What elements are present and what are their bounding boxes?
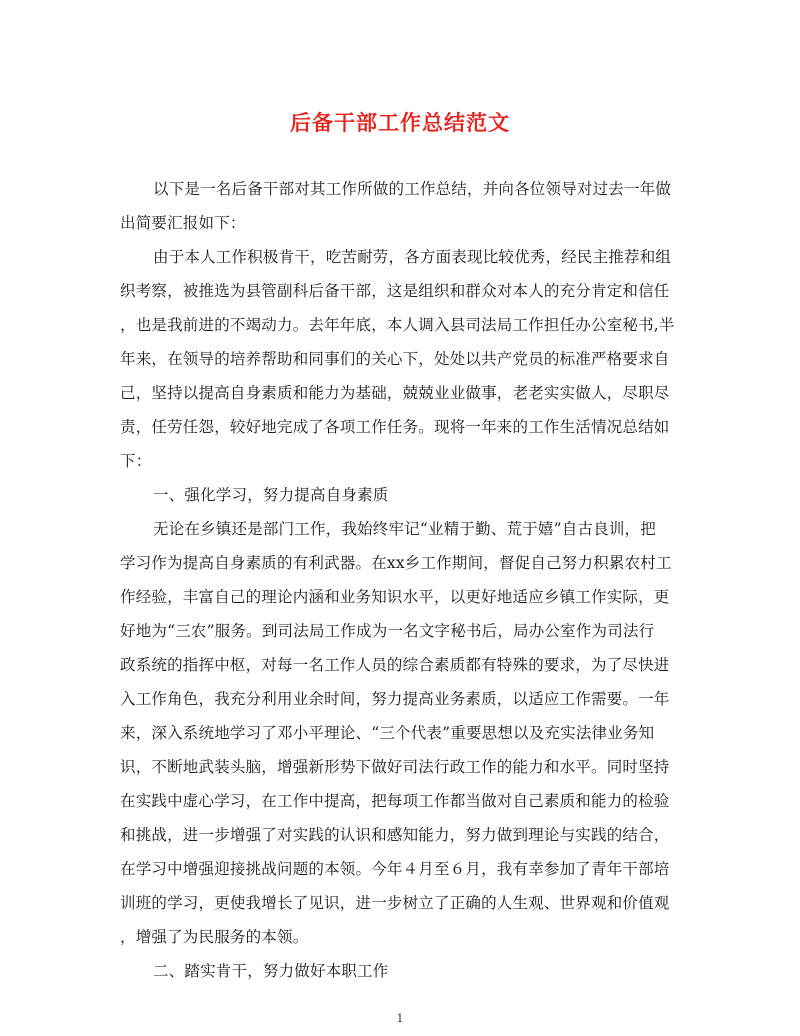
paragraph-line: 下： (120, 452, 152, 470)
section-heading: 一、强化学习，努力提高自身素质 (153, 486, 389, 504)
paragraph-line: 出简要汇报如下： (120, 214, 246, 232)
paragraph-line: 己，坚持以提高自身素质和能力为基础，兢兢业业做事，老老实实做人，尽职尽 (120, 384, 670, 402)
paragraph-line: ，也是我前进的不竭动力。去年年底，本人调入县司法局工作担任办公室秘书,半 (120, 316, 675, 334)
paragraph-line: ，增强了为民服务的本领。 (120, 928, 309, 946)
paragraph-line: 以下是一名后备干部对其工作所做的工作总结，并向各位领导对过去一年做 (153, 180, 672, 198)
paragraph-line: 在学习中增强迎接挑战问题的本领。今年４月至６月，我有幸参加了青年干部培 (120, 860, 670, 878)
paragraph-line: 和挑战，进一步增强了对实践的认识和感知能力，努力做到理论与实践的结合， (120, 826, 670, 844)
paragraph-line: 政系统的指挥中枢，对每一名工作人员的综合素质都有特殊的要求，为了尽快进 (120, 656, 670, 674)
paragraph-line: 年来，在领导的培养帮助和同事们的关心下，处处以共产党员的标准严格要求自 (120, 350, 670, 368)
document-title: 后备干部工作总结范文 (290, 110, 510, 135)
paragraph-line: 好地为“三农”服务。到司法局工作成为一名文字秘书后，局办公室作为司法行 (120, 622, 655, 640)
paragraph-line: 责，任劳任怨，较好地完成了各项工作任务。现将一年来的工作生活情况总结如 (120, 418, 670, 436)
section-heading: 二、踏实肯干，努力做好本职工作 (153, 962, 389, 980)
paragraph-line: 识，不断地武装头脑，增强新形势下做好司法行政工作的能力和水平。同时坚持 (120, 758, 670, 776)
paragraph-line: 在实践中虚心学习，在工作中提高，把每项工作都当做对自己素质和能力的检验 (120, 792, 670, 810)
paragraph-line: 入工作角色，我充分利用业余时间，努力提高业务素质，以适应工作需要。一年 (120, 690, 670, 708)
paragraph-line: 作经验，丰富自己的理论内涵和业务知识水平，以更好地适应乡镇工作实际，更 (120, 588, 670, 606)
paragraph-line: 学习作为提高自身素质的有利武器。在xx乡工作期间，督促自己努力积累农村工 (120, 554, 672, 572)
page-number: 1 (396, 1012, 404, 1025)
paragraph-line: 训班的学习，更使我增长了见识，进一步树立了正确的人生观、世界观和价值观 (120, 894, 670, 912)
paragraph-line: 织考察，被推选为县管副科后备干部，这是组织和群众对本人的充分肯定和信任 (120, 282, 670, 300)
paragraph-line: 无论在乡镇还是部门工作，我始终牢记“业精于勤、荒于嬉”自古良训，把 (153, 520, 656, 538)
paragraph-line: 来，深入系统地学习了邓小平理论、“三个代表”重要思想以及充实法律业务知 (120, 724, 655, 742)
paragraph-line: 由于本人工作积极肯干，吃苦耐劳，各方面表现比较优秀，经民主推荐和组 (153, 248, 672, 266)
